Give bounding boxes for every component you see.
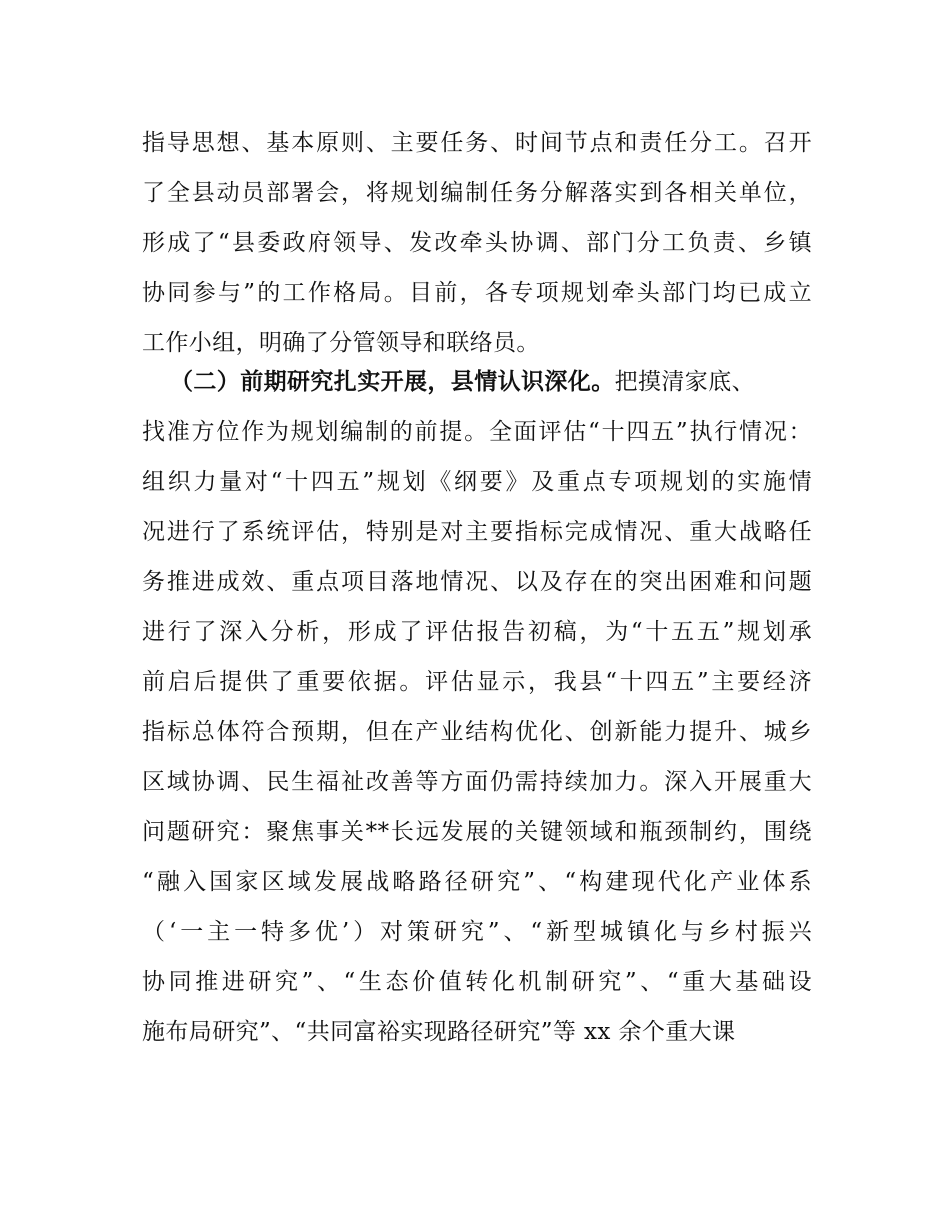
paragraph-2-line-10: 问题研究：聚焦事关**长远发展的关键领域和瓶颈制约，围绕	[142, 819, 812, 845]
paragraph-2-line-1-rest: 把摸清家底、	[614, 369, 756, 395]
paragraph-1-line-5: 工作小组，明确了分管领导和联络员。	[142, 330, 540, 356]
paragraph-2-line-12: （‘一主一特多优’）对策研究”、“新型城镇化与乡村振兴	[142, 919, 812, 945]
paragraph-2-line-11: “融入国家区域发展战略路径研究”、“构建现代化产业体系	[142, 869, 812, 895]
paragraph-2-line-8: 指标总体符合预期，但在产业结构优化、创新能力提升、城乡	[142, 719, 812, 745]
paragraph-2-line-1	[142, 357, 812, 407]
paragraph-1	[142, 118, 812, 368]
paragraph-1-line-2: 了全县动员部署会，将规划编制任务分解落实到各相关单位，	[142, 180, 812, 206]
paragraph-2-line-5: 务推进成效、重点项目落地情况、以及存在的突出困难和问题	[142, 569, 812, 595]
paragraph-2	[142, 357, 812, 1057]
paragraph-2-line-2: 找准方位作为规划编制的前提。全面评估“十四五”执行情况：	[142, 419, 812, 445]
paragraph-1-line-4: 协同参与”的工作格局。目前，各专项规划牵头部门均已成立	[142, 280, 812, 306]
paragraph-2-line-3: 组织力量对“十四五”规划《纲要》及重点专项规划的实施情	[142, 469, 812, 495]
paragraph-2-line-4: 况进行了系统评估，特别是对主要指标完成情况、重大战略任	[142, 519, 812, 545]
paragraph-1-line-3: 形成了“县委政府领导、发改牵头协调、部门分工负责、乡镇	[142, 230, 812, 256]
paragraph-2-line-7: 前启后提供了重要依据。评估显示，我县“十四五”主要经济	[142, 669, 812, 695]
paragraph-2-line-13: 协同推进研究”、“生态价值转化机制研究”、“重大基础设	[142, 969, 812, 995]
paragraph-2-line-14: 施布局研究”、“共同富裕实现路径研究”等 xx 余个重大课	[142, 1019, 736, 1045]
paragraph-2-line-9: 区域协调、民生福祉改善等方面仍需持续加力。深入开展重大	[142, 769, 812, 795]
paragraph-2-line-6: 进行了深入分析，形成了评估报告初稿，为“十五五”规划承	[142, 619, 812, 645]
paragraph-1-line-1: 指导思想、基本原则、主要任务、时间节点和责任分工。召开	[142, 130, 812, 156]
section-heading: （二）前期研究扎实开展，县情认识深化。	[170, 369, 615, 395]
